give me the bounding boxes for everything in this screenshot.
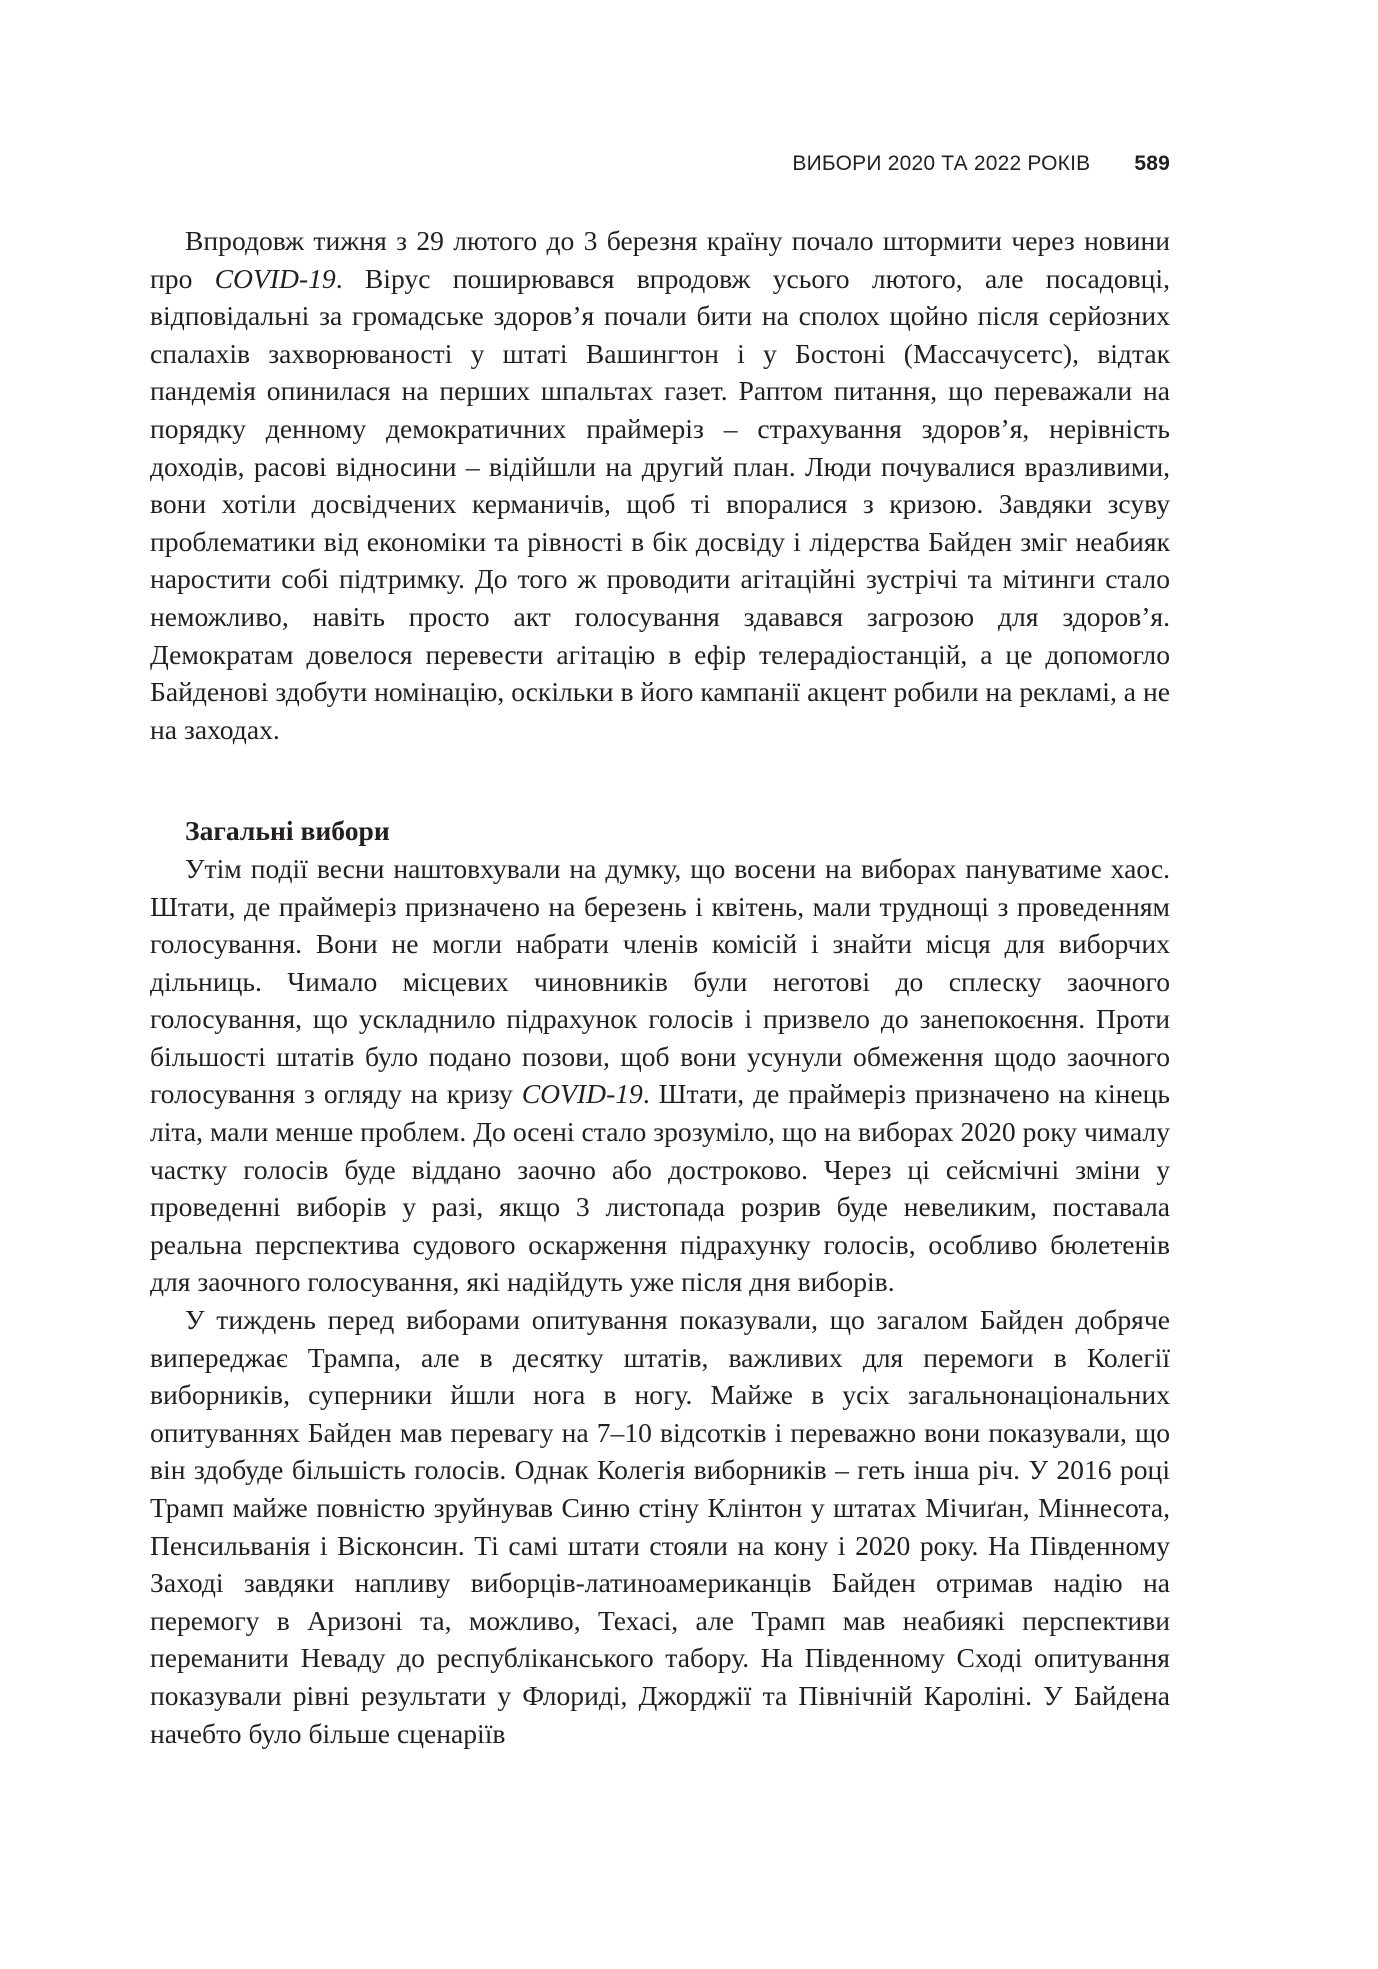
paragraph (150, 850, 1170, 1301)
paragraph-text: . Вірус поширювався впродовж усього лютого, але посадовці, відповідальні за громадське здоров’я почали бити на сполох щойно після серйозних спалахів захворюваності у штаті Вашингтон і у Бостоні (Массачусетс), відтак пандемія опинилася на перших шпальтах газет. Раптом питання, що переважали на порядку денному демократичних праймеріз – страхування здоров’я, нерівність доходів, расові відносини – відійшли на другий план. Люди почувалися вразливими, вони хотіли досвідчених керманичів, щоб ті впоралися з кризою. Завдяки зсуву проблематики від економіки та рівності в бік досвіду і лідерства Байден зміг неабияк наростити собі підтримку. До того ж проводити агітаційні зустрічі та мітинги стало неможливо, навіть просто акт голосування здавався загрозою для здоров’я. Демократам довелося перевести агітацію в ефір телерадіостанцій, а це допомогло Байденові здобути номінацію, оскільки в його кампанії акцент робили на рекламі, а не на заходах. (150, 262, 1170, 745)
italic-term: COVID-19 (521, 1078, 643, 1110)
paragraph (150, 222, 1170, 748)
body-text (150, 222, 1170, 1752)
paragraph: У тиждень перед виборами опитування показували, що загалом Байден добряче випереджає Трампа, але в десятку штатів, важливих для перемоги в Колегії виборників, суперники йшли нога в ногу. Майже в усіх загальнонаціональних опитуваннях Байден мав перевагу на 7–10 відсотків і переважно вони показували, що він здобуде більшість голосів. Однак Колегія виборників – геть інша річ. У 2016 році Трамп майже повністю зруйнував Синю стіну Клінтон у штатах Мічиґан, Міннесота, Пенсильванія і Вісконсин. Ті самі штати стояли на кону і 2020 року. На Південному Заході завдяки напливу виборців-латиноамериканців Байден отримав надію на перемогу в Аризоні та, можливо, Техасі, але Трамп мав неабиякі перспективи переманити Неваду до республіканського табору. На Південному Сході опитування показували рівні результати у Флориді, Джорджії та Північній Кароліні. У Байдена начебто було більше сценаріїв (150, 1304, 1170, 1749)
paragraph-text: . Штати, де праймеріз призначено на кінець літа, мали менше проблем. До осені стало зрозуміло, що на виборах 2020 року чималу частку голосів буде віддано заочно або достроково. Через ці сейсмічні зміни у проведенні виборів у разі, якщо 3 листопада розрив буде невеликим, поставала реальна перспектива судового оскарження підрахунку голосів, особливо бюлетенів для заочного голосування, які надійдуть уже після дня виборів. (150, 1078, 1170, 1298)
page-number: 589 (1134, 152, 1170, 175)
section-heading: Загальні вибори (185, 815, 390, 847)
running-head (792, 152, 1170, 176)
paragraph-text: Впродовж тижня з 29 лютого до 3 березня країну почало штормити через новини про (150, 225, 1170, 294)
paragraph-text: Утім події весни наштовхували на думку, що восени на виборах пануватиме хаос. Штати, де праймеріз призначено на березень і квітень, мали труднощі з проведенням голосування. Вони не могли набрати членів комісій і знайти місця для виборчих дільниць. Чимало місцевих чиновників були неготові до сплеску заочного голосування, що ускладнило підрахунок голосів і призвело до занепокоєння. Проти більшості штатів було подано позови, щоб вони усунули обмеження щодо заочного голосування з огляду на кризу (150, 852, 1170, 1110)
italic-term: COVID-19 (214, 262, 336, 294)
running-title: ВИБОРИ 2020 ТА 2022 РОКІВ (792, 152, 1091, 175)
